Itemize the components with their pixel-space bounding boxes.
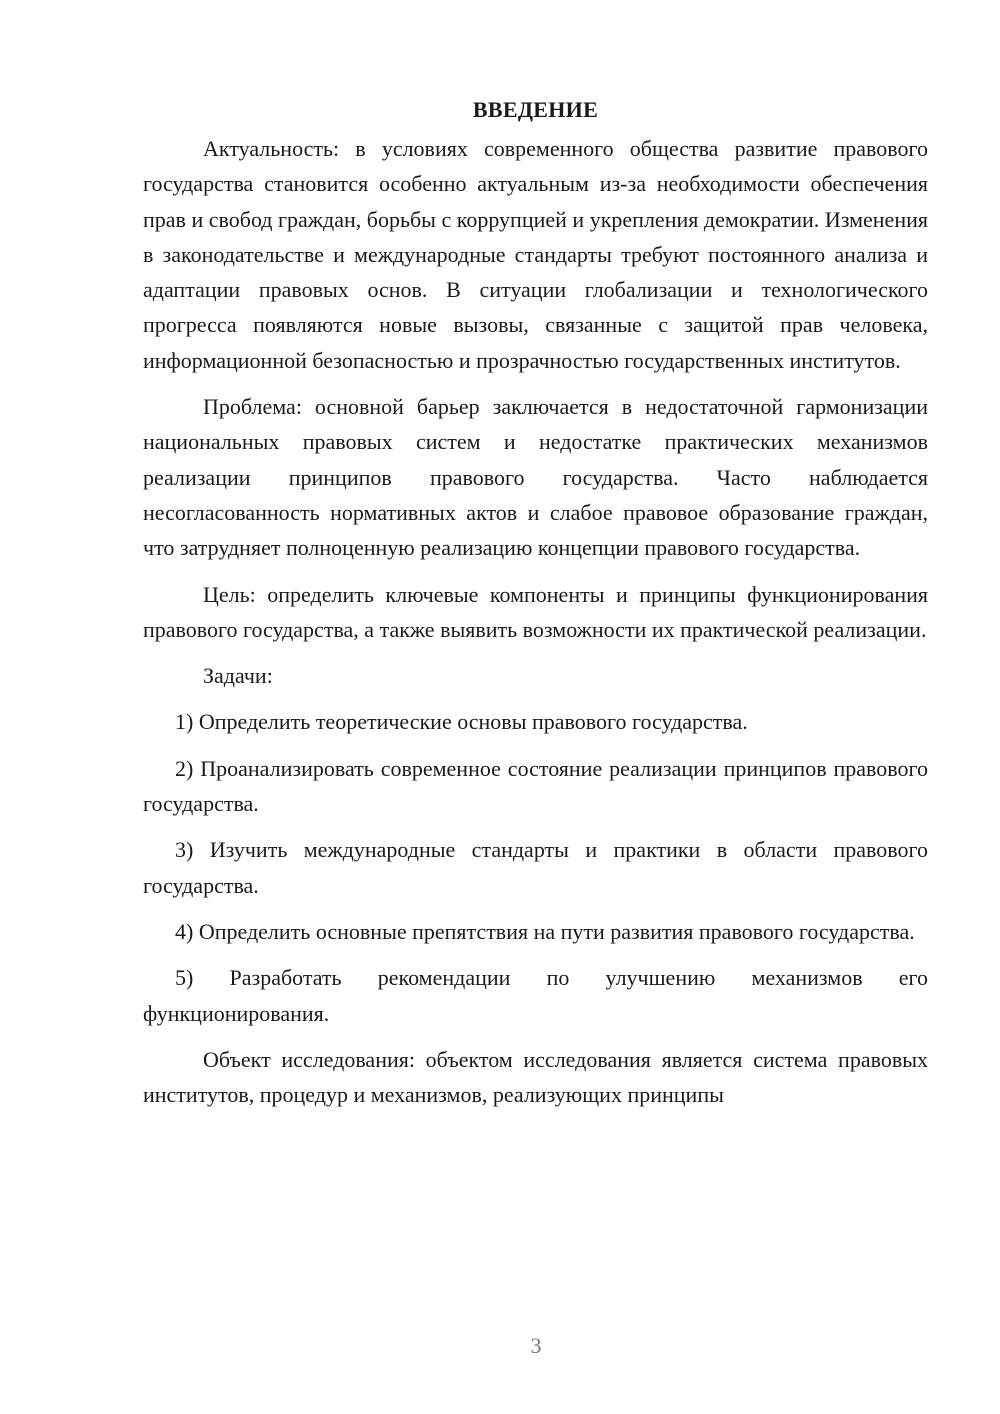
task-item: 3) Изучить международные стандарты и практики в области правового государства. [143, 837, 928, 898]
task-item: 5) Разработать рекомендации по улучшению механизмов его функционирования. [143, 965, 928, 1026]
page-number: 3 [530, 1333, 542, 1358]
problem-paragraph: Проблема: основной барьер заключается в недостаточной гармонизации национальных правовых систем и недостатке практических механизмов реализации принципов правового государства. Часто наблюдается несогласованность нормативных актов и слабое правовое образование граждан, что затрудняет полноценную реализацию концепции правового государства. [143, 394, 928, 561]
tasks-heading: Задачи: [203, 663, 273, 689]
relevance-paragraph: Актуальность: в условиях современного общества развитие правового государства становится особенно актуальным из-за необходимости обеспечения прав и свобод граждан, борьбы с коррупцией и укрепления демократии. Изменения в законодательстве и международные стандарты требуют постоянного анализа и адаптации правовых основ. В ситуации глобализации и технологического прогресса появляются новые вызовы, связанные с защитой прав человека, информационной безопасностью и прозрачностью государственных институтов. [143, 136, 928, 373]
task-item: 1) Определить теоретические основы правового государства. [175, 709, 748, 735]
object-paragraph: Объект исследования: объектом исследования является система правовых институтов, процедур и механизмов, реализующих принципы [143, 1046, 928, 1108]
document-page [143, 92, 928, 1123]
task-item: 4) Определить основные препятствия на пути развития правового государства. [175, 918, 915, 944]
task-item: 2) Проанализировать современное состояние реализации принципов правового государства. [143, 755, 928, 817]
section-title: ВВЕДЕНИЕ [472, 97, 599, 122]
goal-paragraph: Цель: определить ключевые компоненты и принципы функционирования правового государства, а также выявить возможности их практической реализации. [143, 581, 928, 642]
